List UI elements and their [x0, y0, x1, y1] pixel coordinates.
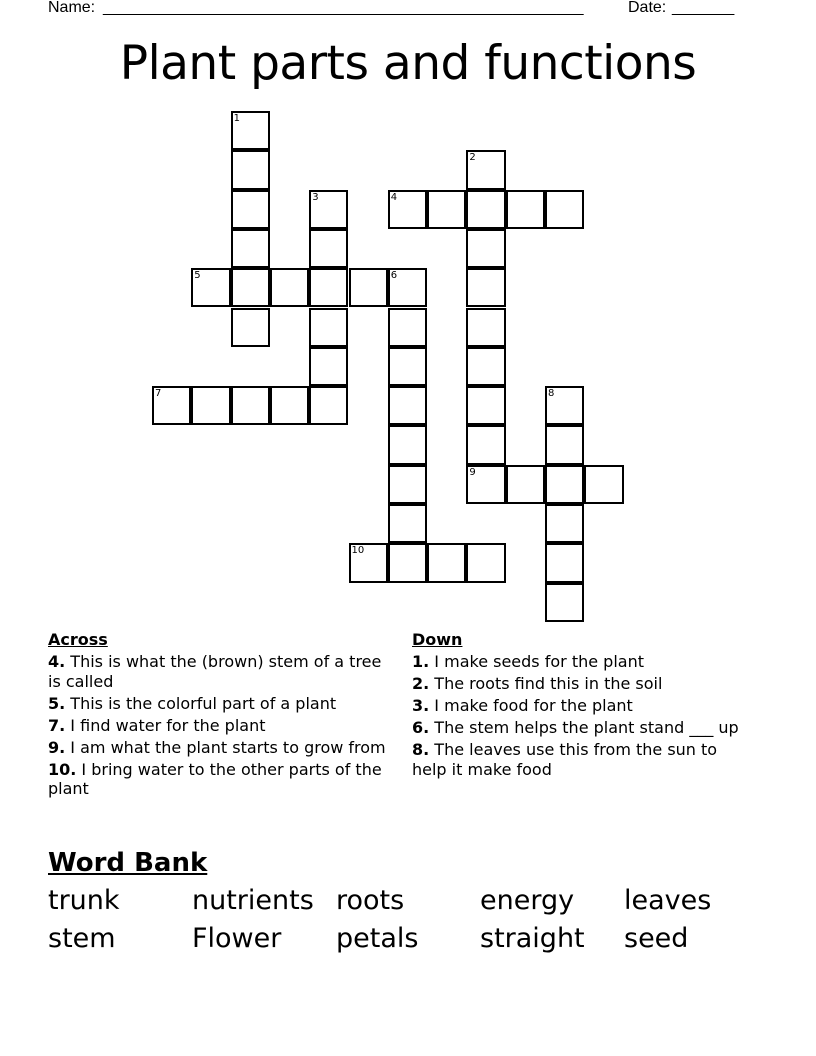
clue-text: I make food for the plant [429, 696, 633, 715]
clue-number: 2. [412, 674, 430, 693]
grid-cell[interactable] [388, 308, 427, 347]
down-clue-list [412, 652, 742, 779]
clue-number: 10. [48, 759, 77, 779]
clue-number: 7. [48, 715, 66, 735]
down-clue [412, 696, 742, 716]
across-clue [48, 694, 393, 714]
clue-text: This is what the (brown) stem of a tree is called [48, 652, 382, 691]
clue-text: The stem helps the plant stand ___ up [429, 718, 739, 737]
across-clue [48, 738, 393, 758]
word-bank-row [48, 920, 768, 958]
word-bank-row [48, 882, 768, 920]
clue-text: I find water for the plant [65, 715, 266, 735]
word-bank-title: Word Bank [48, 848, 208, 878]
grid-cell[interactable] [466, 465, 505, 504]
across-clue [48, 716, 393, 736]
grid-cell[interactable] [231, 111, 270, 150]
grid-cell[interactable] [231, 150, 270, 189]
grid-cell[interactable] [506, 190, 545, 229]
name-field[interactable]: ______________________________________________________ [103, 0, 584, 16]
clue-number: 4 [390, 191, 398, 203]
grid-cell[interactable] [388, 504, 427, 543]
clue-number: 9. [48, 737, 66, 757]
down-heading: Down [412, 630, 463, 649]
grid-cell[interactable] [349, 268, 388, 307]
grid-cell[interactable] [231, 229, 270, 268]
grid-cell[interactable] [231, 190, 270, 229]
grid-cell[interactable] [309, 347, 348, 386]
down-clue [412, 674, 742, 694]
word-bank-word: trunk [48, 885, 120, 916]
grid-cell[interactable] [191, 386, 230, 425]
word-bank-word: Flower [192, 923, 282, 954]
grid-cell[interactable] [309, 229, 348, 268]
clue-number: 10 [351, 545, 365, 557]
grid-cell[interactable] [309, 386, 348, 425]
grid-cell[interactable] [270, 386, 309, 425]
clue-number: 5. [48, 693, 66, 713]
clue-text: This is the colorful part of a plant [65, 693, 337, 713]
grid-cell[interactable] [466, 347, 505, 386]
grid-cell[interactable] [545, 386, 584, 425]
clue-text: I bring water to the other parts of the plant [48, 759, 382, 798]
clue-text: The leaves use this from the sun to help it make food [412, 740, 718, 779]
grid-cell[interactable] [231, 386, 270, 425]
word-bank-word: energy [480, 885, 575, 916]
down-clue [412, 652, 742, 672]
grid-cell[interactable] [506, 465, 545, 504]
clue-text: I am what the plant starts to grow from [65, 737, 386, 757]
clue-number: 3. [412, 696, 430, 715]
grid-cell[interactable] [231, 308, 270, 347]
grid-cell[interactable] [388, 425, 427, 464]
grid-cell[interactable] [388, 465, 427, 504]
grid-cell[interactable] [388, 386, 427, 425]
clue-number: 5 [194, 270, 201, 282]
clue-number: 7 [155, 388, 162, 400]
word-bank-word: straight [480, 923, 585, 954]
grid-cell[interactable] [388, 543, 427, 582]
grid-cell[interactable] [584, 465, 623, 504]
grid-cell[interactable] [388, 347, 427, 386]
clue-number: 4. [48, 652, 66, 671]
clue-number: 3 [312, 191, 319, 203]
grid-cell[interactable] [152, 386, 191, 425]
date-label: Date: [628, 0, 667, 16]
clue-number: 8. [412, 740, 430, 759]
down-clue [412, 718, 742, 738]
across-heading: Across [48, 630, 108, 649]
grid-cell[interactable] [427, 543, 466, 582]
across-clue-list [48, 652, 393, 799]
name-label: Name: [48, 0, 96, 16]
grid-cell[interactable] [270, 268, 309, 307]
grid-cell[interactable] [545, 425, 584, 464]
word-bank-word: seed [624, 923, 689, 954]
grid-cell[interactable] [545, 543, 584, 582]
clue-number: 1 [233, 113, 240, 124]
grid-cell[interactable] [191, 268, 230, 307]
across-clue [48, 760, 393, 799]
grid-cell[interactable] [388, 190, 427, 229]
clue-number: 6 [390, 270, 398, 282]
word-bank-word: roots [336, 885, 405, 916]
grid-cell[interactable] [466, 229, 505, 268]
clue-text: The roots find this in the soil [429, 674, 663, 693]
grid-cell[interactable] [466, 543, 505, 582]
grid-cell[interactable] [231, 268, 270, 307]
grid-cell[interactable] [545, 465, 584, 504]
down-clue [412, 740, 742, 779]
grid-cell[interactable] [427, 190, 466, 229]
word-bank [48, 882, 768, 958]
grid-cell[interactable] [545, 583, 584, 622]
grid-cell[interactable] [309, 190, 348, 229]
grid-cell[interactable] [466, 150, 505, 189]
grid-cell[interactable] [466, 386, 505, 425]
clue-number: 6. [412, 718, 430, 737]
page-title: Plant parts and functions [119, 36, 697, 91]
clue-number: 1. [412, 652, 430, 671]
word-bank-word: nutrients [192, 885, 314, 916]
clue-number: 2 [469, 152, 476, 164]
grid-cell[interactable] [466, 190, 505, 229]
grid-cell[interactable] [466, 268, 505, 307]
grid-cell[interactable] [466, 308, 505, 347]
grid-cell[interactable] [349, 543, 388, 582]
grid-cell[interactable] [309, 308, 348, 347]
grid-cell[interactable] [545, 504, 584, 543]
grid-cell[interactable] [388, 268, 427, 307]
across-clue [48, 652, 393, 691]
word-bank-word: stem [48, 923, 116, 954]
clue-number: 8 [548, 388, 555, 400]
grid-cell[interactable] [545, 190, 584, 229]
word-bank-word: petals [336, 923, 419, 954]
date-field[interactable]: _______ [672, 0, 735, 16]
clue-number: 9 [469, 466, 476, 478]
clue-text: I make seeds for the plant [429, 652, 644, 671]
grid-cell[interactable] [309, 268, 348, 307]
grid-cell[interactable] [466, 425, 505, 464]
across-clues [48, 628, 393, 801]
word-bank-word: leaves [624, 885, 712, 916]
down-clues [412, 628, 742, 782]
